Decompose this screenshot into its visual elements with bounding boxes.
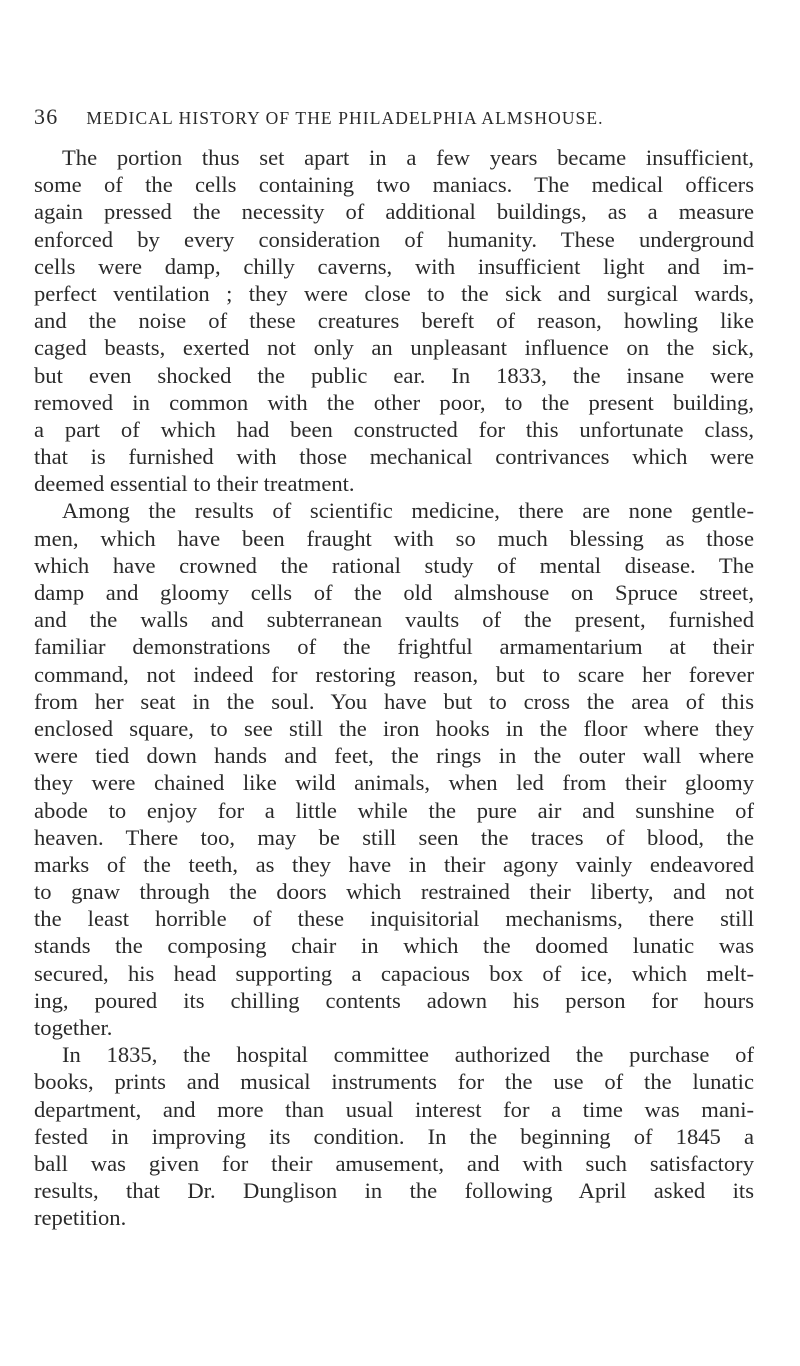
text-line: results, that Dr. Dunglison in the following April asked its: [34, 1178, 754, 1204]
text-line: department, and more than usual interest for a time was mani-: [34, 1096, 754, 1122]
text-line: books, prints and musical instruments for the use of the lunatic: [34, 1069, 754, 1095]
text-line: secured, his head supporting a capacious box of ice, which melt-: [34, 960, 754, 986]
text-line: removed in common with the other poor, to the present building,: [34, 389, 754, 415]
page-number: 36: [34, 104, 59, 129]
text-line: cells were damp, chilly caverns, with insufficient light and im-: [34, 253, 754, 279]
text-line: The portion thus set apart in a few years became insufficient,: [62, 145, 754, 170]
text-line: the least horrible of these inquisitorial mechanisms, there still: [34, 906, 754, 932]
text-line: Among the results of scientific medicine, there are none gentle-: [62, 498, 754, 524]
body-text: [34, 144, 754, 1232]
text-line: men, which have been fraught with so much blessing as those: [34, 525, 754, 551]
text-line: stands the composing chair in which the doomed lunatic was: [34, 933, 754, 959]
text-line: marks of the teeth, as they have in their agony vainly endeavored: [34, 851, 754, 877]
text-line: command, not indeed for restoring reason, but to scare her forever: [34, 661, 754, 687]
text-line: enclosed square, to see still the iron hooks in the floor where they: [34, 715, 754, 741]
text-line: some of the cells containing two maniacs. The medical officers: [34, 172, 754, 198]
text-line: abode to enjoy for a little while the pure air and sunshine of: [34, 797, 754, 823]
text-line: damp and gloomy cells of the old almshouse on Spruce street,: [34, 580, 754, 605]
text-line: which have crowned the rational study of mental disease. The: [34, 552, 754, 578]
text-line: In 1835, the hospital committee authorized the purchase of: [62, 1042, 754, 1068]
text-line: together.: [34, 1015, 113, 1040]
text-line: heaven. There too, may be still seen the traces of blood, the: [34, 824, 754, 850]
text-line: again pressed the necessity of additional buildings, as a measure: [34, 199, 754, 225]
text-line: ing, poured its chilling contents adown his person for hours: [34, 987, 754, 1013]
running-head: [34, 104, 724, 130]
text-line: but even shocked the public ear. In 1833, the insane were: [34, 362, 754, 388]
text-line: a part of which had been constructed for this unfortunate class,: [34, 416, 754, 442]
text-line: and the walls and subterranean vaults of the present, furnished: [34, 607, 754, 633]
text-line: from her seat in the soul. You have but to cross the area of this: [34, 688, 754, 714]
text-line: repetition.: [34, 1205, 127, 1231]
text-line: caged beasts, exerted not only an unpleasant influence on the sick,: [34, 335, 754, 361]
text-line: ball was given for their amusement, and with such satisfactory: [34, 1150, 754, 1176]
text-line: fested in improving its condition. In the beginning of 1845 a: [34, 1123, 754, 1149]
text-line: perfect ventilation ; they were close to the sick and surgical wards,: [34, 280, 754, 306]
text-line: enforced by every consideration of humanity. These underground: [34, 226, 754, 252]
text-line: were tied down hands and feet, the rings in the outer wall where: [34, 743, 754, 769]
text-line: and the noise of these creatures bereft of reason, howling like: [34, 308, 754, 334]
text-line: that is furnished with those mechanical contrivances which were: [34, 444, 754, 470]
text-line: to gnaw through the doors which restrained their liberty, and not: [34, 879, 754, 905]
text-line: deemed essential to their treatment.: [34, 471, 355, 497]
text-line: familiar demonstrations of the frightful armamentarium at their: [34, 634, 754, 660]
running-title: MEDICAL HISTORY OF THE PHILADELPHIA ALMSHOUSE.: [86, 108, 604, 128]
text-line: they were chained like wild animals, when led from their gloomy: [34, 770, 754, 796]
